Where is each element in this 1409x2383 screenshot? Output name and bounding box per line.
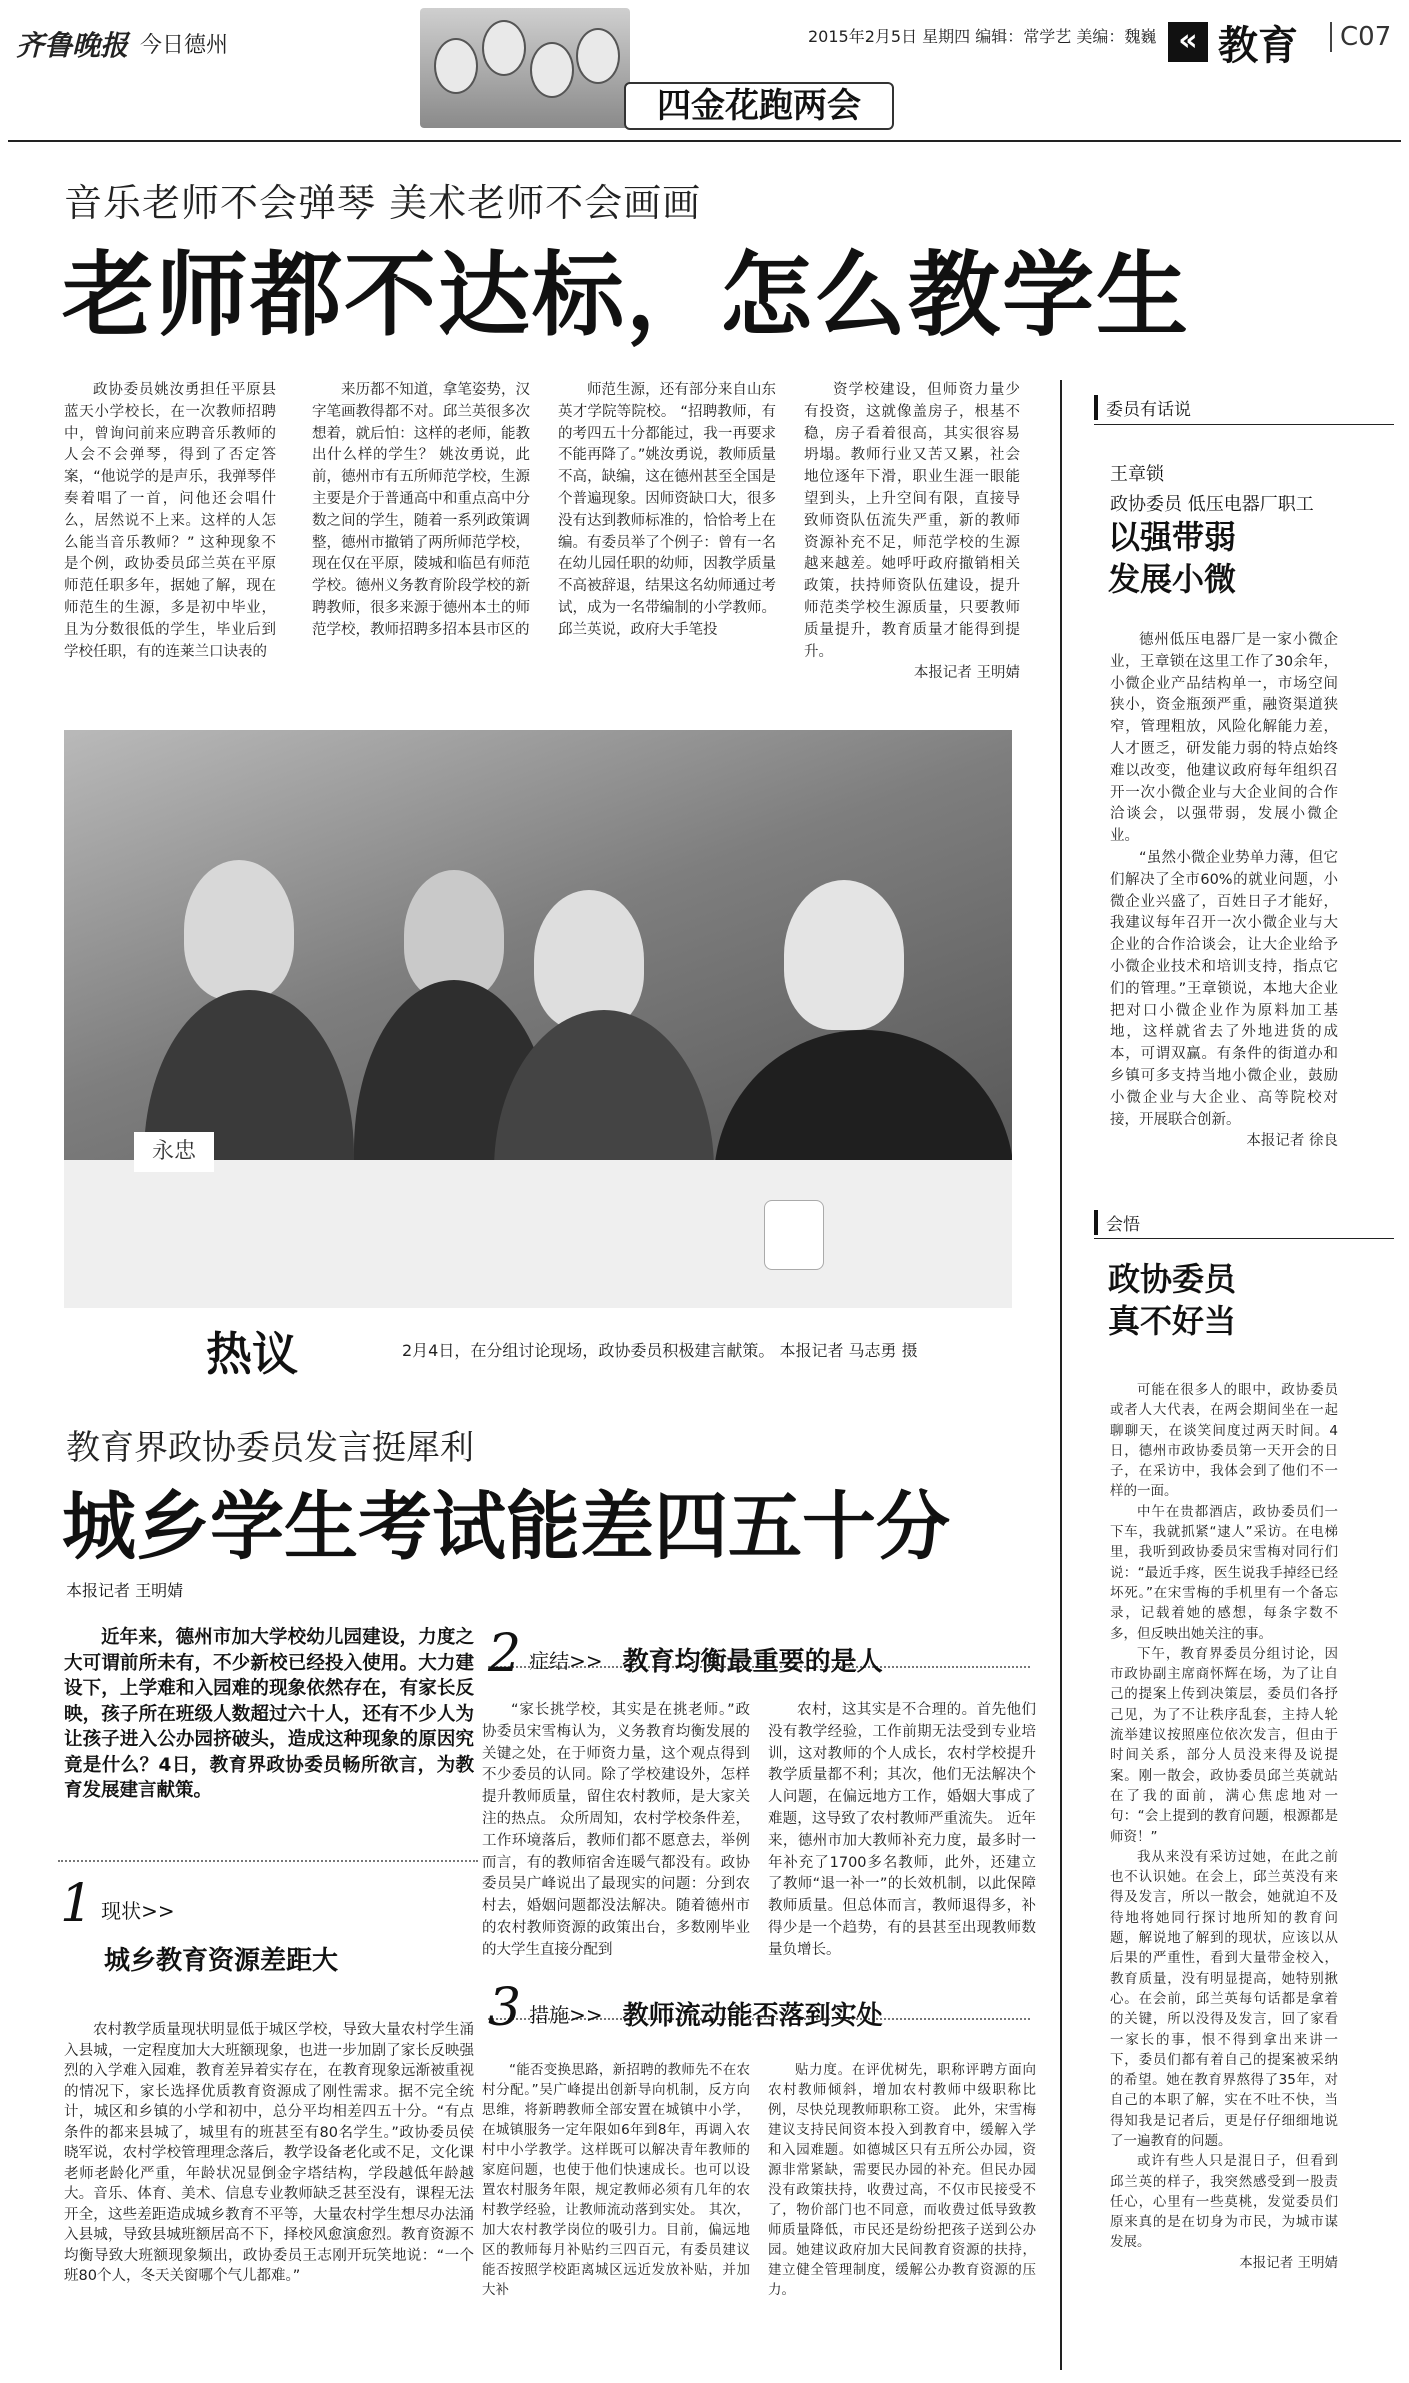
- section2-number: 2: [488, 1624, 522, 1684]
- section2-col1: “家长挑学校，其实是在挑老师。”政协委员宋雪梅认为，义务教育均衡发展的关键之处，在于师资力量，这个观点得到不少委员的认同。除了学校建设外，怎样提升教师质量，留住农村教师，是大家关注的热点。 众所周知，农村学校条件差，工作环境落后，教师们都不愿意去，举例而言，有的教师宿舍连暖气都没有。政协委员吴广峰说出了最现实的问题：分到农村去，婚姻问题都没法解决。随着德州市的农村教师资源的政策出台，多数刚毕业的大学生直接分配到: [482, 1702, 750, 1958]
- sidebar2-title: 政协委员 真不好当: [1108, 1260, 1237, 1340]
- sidebar1-rule: [1094, 424, 1394, 425]
- sidebar2-column-name: 会悟: [1094, 1210, 1140, 1235]
- tea-cup: [764, 1200, 824, 1270]
- article1-col1: 政协委员姚汝勇担任平原县蓝天小学校长，在一次教师招聘中，曾询问前来应聘音乐教师的人会不会弹琴，得到了否定答案，“他说学的是声乐，我弹琴伴奏着唱了一首，问他还会唱什么，居然说不上来。这样的人怎么能当音乐教师？” 这种现象不是个例，政协委员邱兰英在平原师范任职多年，据她了解，现在师范生的生源，多是初中毕业，且为分数很低的学生，毕业后到学校任职，有的连莱兰口诀表的: [64, 382, 276, 660]
- article1-col3: 师范生源，还有部分来自山东英才学院等院校。 “招聘教师，有的考四五十分都能过，我一再要求不能再降了。”姚汝勇说，教师质量不高，缺编，这在德州甚至全国是个普遍现象。因师资缺口大，很多没有达到教师标准的，恰恰考上在编。有委员举了个例子：曾有一名在幼儿园任职的幼师，因教学质量不高被辞退，结果这名幼师通过考试，成为一名带编制的小学教师。 邱兰英说，政府大手笔投: [558, 382, 776, 638]
- article2-lead: 近年来，德州市加大学校幼儿园建设，力度之大可谓前所未有，不少新校已经投入使用。大力建设下，上学难和入园难的现象依然存在，有家长反映，孩子所在班级人数超过六十人，还有不少人为让孩子进入公办园挤破头，造成这种现象的原因究竟是什么？4日，教育界政协委员畅所欲言，为教育发展建言献策。: [64, 1627, 474, 1801]
- sidebar2-rule: [1094, 1238, 1394, 1239]
- meeting-photo: [64, 730, 1012, 1308]
- section-tag: [1168, 14, 1318, 70]
- article2-headline: 城乡学生考试能差四五十分: [62, 1484, 950, 1570]
- edition-label: 今日德州: [140, 33, 229, 58]
- article1-kicker: 音乐老师不会弹琴 美术老师不会画画: [64, 181, 702, 225]
- section1-number: 1: [60, 1874, 94, 1934]
- sidebar1-body: 德州低压电器厂是一家小微企业，王章锁在这里工作了30余年，小微企业产品结构单一，市场空间狭小，资金瓶颈严重，融资渠道狭窄，管理粗放，风险化解能力差，人才匮乏，研发能力弱的特点始终难以改变，他建议政府每年组织召开一次小微企业与大企业间的合作洽谈会，以强带弱，发展小微企业。 “虽然小微企业势单力薄，但它们解决了全市60%的就业问题，小微企业兴盛了，百姓日子才能好，我建议每年召开一次小微企业与大企业的合作洽谈会，让大企业给予小微企业技术和培训支持，指点它们的管理。”王章锁说，本地大企业把对口小微企业作为原料加工基地，这样就省去了外地进货的成本，可谓双赢。有条件的街道办和乡镇可多支持当地小微企业，鼓励小微企业与大企业、高等院校对接，开展联合创新。 本报记者 徐良: [1110, 630, 1338, 1153]
- banner-photo: [420, 8, 630, 128]
- vertical-divider: [1060, 380, 1062, 2370]
- section1-title: 城乡教育资源差距大: [104, 1946, 339, 1976]
- issue-meta: 2015年2月5日 星期四 编辑：常学艺 美编：魏巍: [808, 27, 1157, 46]
- sidebar1-author-title: 政协委员 低压电器厂职工: [1110, 494, 1314, 515]
- section1-box: [58, 1860, 478, 1864]
- photo-label: 热议: [206, 1327, 298, 1381]
- nameplate: 永忠: [134, 1132, 214, 1172]
- article2-byline: 本报记者 王明婧: [66, 1581, 184, 1600]
- section3-heading: [488, 1978, 883, 2038]
- page-number: C07: [1330, 22, 1391, 52]
- article1-headline: 老师都不达标，怎么教学生: [62, 241, 1191, 349]
- sidebar2-body: 可能在很多人的眼中，政协委员或者人大代表，在两会期间坐在一起聊聊天，在谈笑间度过两天时间。4日，德州市政协委员第一天开会的日子，在采访中，我体会到了他们不一样的一面。 中午在贵都酒店，政协委员们一下车，我就抓紧“逮人”采访。在电梯里，我听到政协委员宋雪梅对同行们说：“最近手疼，医生说我手掉经已经坏死。”在宋雪梅的手机里有一个备忘录，记载着她的感想，每条字数不多，但反映出她关注的事。 下午，教育界委员分组讨论，因市政协副主席商怀辉在场，为了让自己的提案上传到决策层，委员们各抒己见，为了不让秩序乱套，主持人轮流举建议按照座位依次发言，但由于时间关系，部分人员没来得及说提案。刚一散会，政协委员邱兰英就站在了我的面前，满心焦虑地对一句：“会上提到的教育问题，根源都是师资！” 我从来没有采访过她，在此之前也不认识她。在会上，邱兰英没有来得及发言，所以一散会，她就迫不及待地将她同行探讨地所知的教育问题，解说地了解到的现状，应该以从后果的严重性，看到大量带金校入，教育质量，没有明显提高，她特别揪心。在会前，邱兰英每句话都是拿着的关键，所以没得及发言，回了家看一家长的事，恨不得到拿出来讲一下，委员们都有着自己的提案被采纳的希望。她在教育界熬得了35年，对自己的本职了解，实在不吐不快，当得知我是记者后，更是仔仔细细地说了一遍教育的问题。 或许有些人只是混日子，但看到邱兰英的样子，我突然感受到一股责任心，心里有一些莫桃，发觉委员们原来真的是在切身为市民，为城市谋发展。 本报记者 王明婧: [1110, 1380, 1338, 2273]
- section3-col2: 贴力度。在评优树先，职称评聘方面向农村教师倾斜，增加农村教师中级职称比例，尽快兑现教师职称工资。 此外，宋雪梅建议支持民间资本投入到教育中，缓解入学和入园难题。如德城区只有五所公办园，资源非常紧缺，需要民办园的补充。但民办园没有政策扶持，收费过高，不仅市民接受不了，物价部门也不同意，而收费过低导致教师质量降低，市民还是纷纷把孩子送到公办园。她建议政府加大民间教育资源的扶持，建立健全管理制度，缓解公办教育资源的压力。: [768, 2062, 1036, 2298]
- article2-kicker: 教育界政协委员发言挺犀利: [66, 1428, 474, 1468]
- section1-tag: 现状>>: [101, 1899, 175, 1923]
- sidebar1-column-name: 委员有话说: [1094, 395, 1191, 420]
- article1-byline: 本报记者 王明婧: [913, 665, 1020, 682]
- section-name: 教育: [1218, 21, 1298, 69]
- section2-tag: 症结>>: [529, 1649, 603, 1673]
- masthead-rule: [8, 140, 1401, 142]
- sidebar2-byline: 本报记者 王明婧: [1239, 2254, 1338, 2271]
- paper-logo: 齐鲁晚报: [16, 29, 129, 62]
- banner-title: 四金花跑两会: [624, 82, 894, 130]
- section2-col2: 农村，这其实是不合理的。首先他们没有教学经验，工作前期无法受到专业培训，这对教师的个人成长，农村学校提升教学质量都不利；其次，他们无法解决个人问题，在偏远地方工作，婚姻大事成了难题，这导致了农村教师严重流失。 近年来，德州市加大教师补充力度，最多时一年补充了1700多名教师，此外，还建立了教师“退一补一”的长效机制，以此保障教师质量。但总体而言，教师退得多，补得少是一个趋势，有的县甚至出现教师数量负增长。: [768, 1702, 1036, 1958]
- section2-heading: [488, 1624, 883, 1684]
- article1-col2: 来历都不知道，拿笔姿势，汉字笔画教得都不对。邱兰英很多次想着，就后怕：这样的老师，能教出什么样的学生？ 姚汝勇说，此前，德州市有五所师范学校，生源主要是介于普通高中和重点高中分数之间的学生，随着一系列政策调整，德州市撤销了两所师范学校，现在仅在平原，陵城和临邑有师范学校。德州义务教育阶段学校的新聘教师，很多来源于德州本土的师范学校，教师招聘多招本县市区的: [312, 382, 530, 638]
- sidebar1-byline: 本报记者 徐良: [1246, 1133, 1338, 1150]
- article1-col4: 资学校建设，但师资力量少有投资，这就像盖房子，根基不稳，房子看着很高，其实很容易坍塌。教师行业又苦又累，社会地位逐年下滑，职业生涯一眼能望到头，上升空间有限，直接导致师资队伍流失严重，新的教师资源补充不足，师范学校的生源越来越差。她呼吁政府撤销相关政策，扶持师资队伍建设，提升师范类学校生源质量，只要教师质量提升，教育质量才能得到提升。 本报记者 王明婧: [804, 380, 1020, 685]
- section1-heading: [60, 1874, 175, 1934]
- photo-caption: 2月4日，在分组讨论现场，政协委员积极建言献策。 本报记者 马志勇 摄: [402, 1341, 918, 1360]
- section3-title: 教师流动能否落到实处: [622, 2001, 883, 2031]
- sidebar1-author: 王章锁: [1110, 464, 1164, 485]
- section3-tag: 措施>>: [529, 2003, 603, 2027]
- section3-number: 3: [488, 1978, 522, 2038]
- section2-title: 教育均衡最重要的是人: [622, 1647, 883, 1677]
- section3-col1: “能否变换思路，新招聘的教师先不在农村分配。”吴广峰提出创新导向机制，反方向思维，将新聘教师全部安置在城镇中小学，在城镇服务一定年限如6年到8年，再调入农村中小学教学。这样既可以解决青年教师的家庭问题，也使于他们快速成长。也可以设置农村服务年限，规定教师必须有几年的农村教学经验，让教师流动落到实处。 其次，加大农村教学岗位的吸引力。目前，偏远地区的教师每月补贴约三四百元，有委员建议能否按照学校距离城区远近发放补贴，并加大补: [482, 2062, 750, 2298]
- section1-body: 农村教学质量现状明显低于城区学校，导致大量农村学生涌入县城，一定程度加大大班额现象，也进一步加剧了家长反映强烈的入学难入园难，教育差异着实存在，在教育现象远渐被重视的情况下，家长选择优质教育资源成了刚性需求。据不完全统计，城区和乡镇的小学和初中，总分平均相差四五十分。“有点条件的都来县城了，城里有的班甚至有80名学生。”政协委员侯晓军说，农村学校管理理念落后，教学设备老化或不足，文化课老师老龄化严重，年龄状况显倒金字塔结构，学段越低年龄越大。音乐、体育、美术、信息专业教师缺乏甚至没有，课程无法开全，这些差距造成城乡教育不平等，大量农村学生想尽办法涌入县城，导致县城班额居高不下，择校风愈演愈烈。教育资源不均衡导致大班额现象频出，政协委员王志刚开玩笑地说：“一个班80个人，冬天关窗哪个气儿都难。”: [64, 2022, 474, 2284]
- sidebar1-title: 以强带弱 发展小微: [1108, 518, 1237, 598]
- double-chevron-left-icon: «: [1168, 22, 1208, 62]
